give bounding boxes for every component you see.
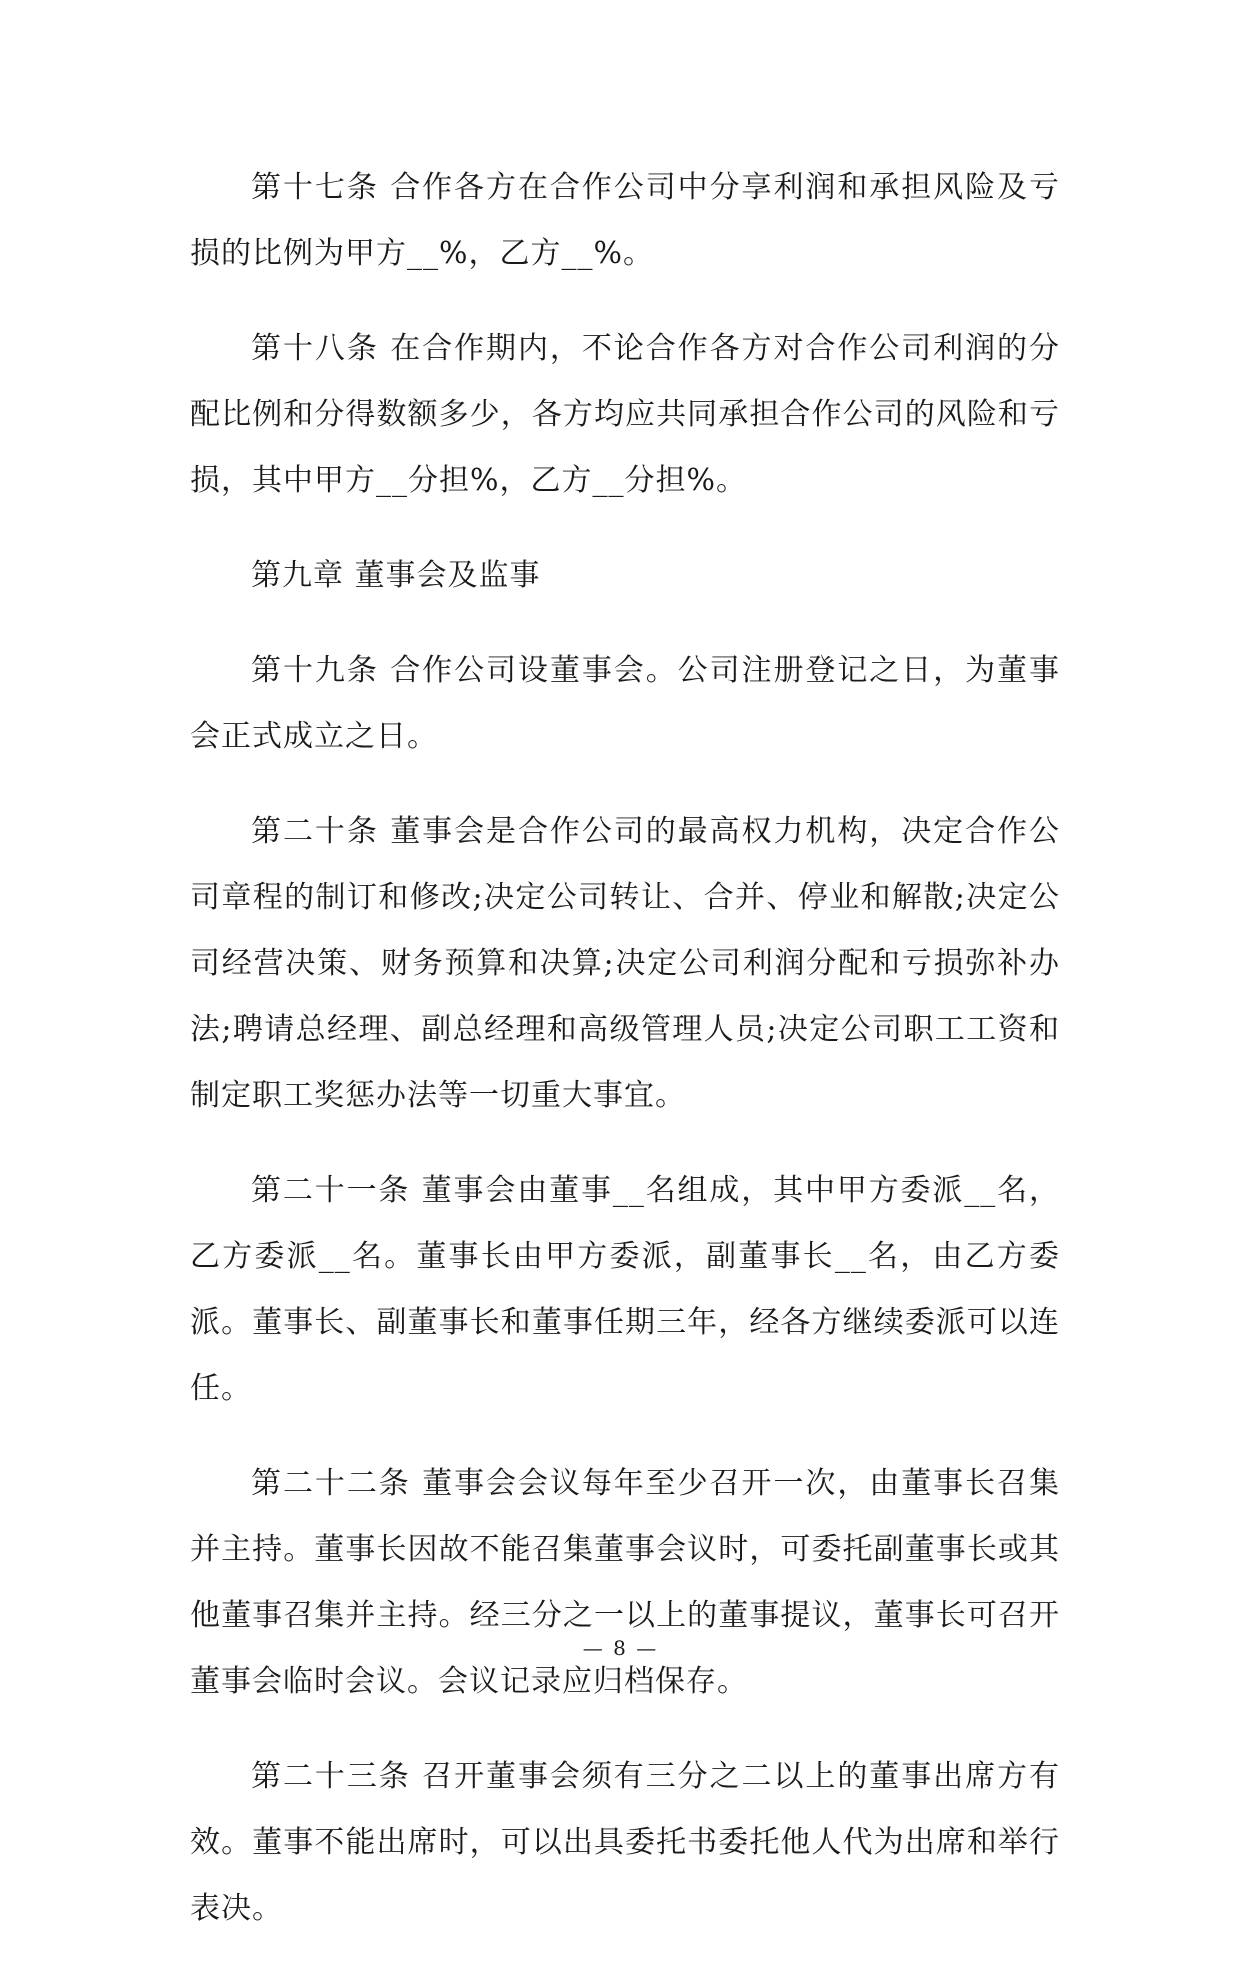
page-number: — 8 — — [582, 1636, 659, 1660]
article-23: 第二十三条 召开董事会须有三分之二以上的董事出席方有效。董事不能出席时，可以出具委托书委托他人代为出席和举行表决。 — [190, 1759, 1060, 1926]
document-body — [190, 155, 1060, 1971]
article-17: 第十七条 合作各方在合作公司中分享利润和承担风险及亏损的比例为甲方__%，乙方__%。 — [190, 170, 1060, 271]
article-19: 第十九条 合作公司设董事会。公司注册登记之日，为董事会正式成立之日。 — [190, 653, 1060, 754]
article-22: 第二十二条 董事会会议每年至少召开一次，由董事长召集并主持。董事长因故不能召集董事会议时，可委托副董事长或其他董事召集并主持。经三分之一以上的董事提议，董事长可召开董事会临时会议。会议记录应归档保存。 — [190, 1466, 1060, 1699]
article-21: 第二十一条 董事会由董事__名组成，其中甲方委派__名，乙方委派__名。董事长由甲方委派，副董事长__名，由乙方委派。董事长、副董事长和董事任期三年，经各方继续委派可以连任。 — [190, 1173, 1060, 1406]
chapter-9-heading: 第九章 董事会及监事 — [251, 558, 541, 593]
article-18: 第十八条 在合作期内，不论合作各方对合作公司利润的分配比例和分得数额多少，各方均应共同承担合作公司的风险和亏损，其中甲方__分担%，乙方__分担%。 — [190, 331, 1060, 498]
article-20: 第二十条 董事会是合作公司的最高权力机构，决定合作公司章程的制订和修改;决定公司转让、合并、停业和解散;决定公司经营决策、财务预算和决算;决定公司利润分配和亏损弥补办法;聘请总经理、副总经理和高级管理人员;决定公司职工工资和制定职工奖惩办法等一切重大事宜。 — [190, 814, 1060, 1113]
